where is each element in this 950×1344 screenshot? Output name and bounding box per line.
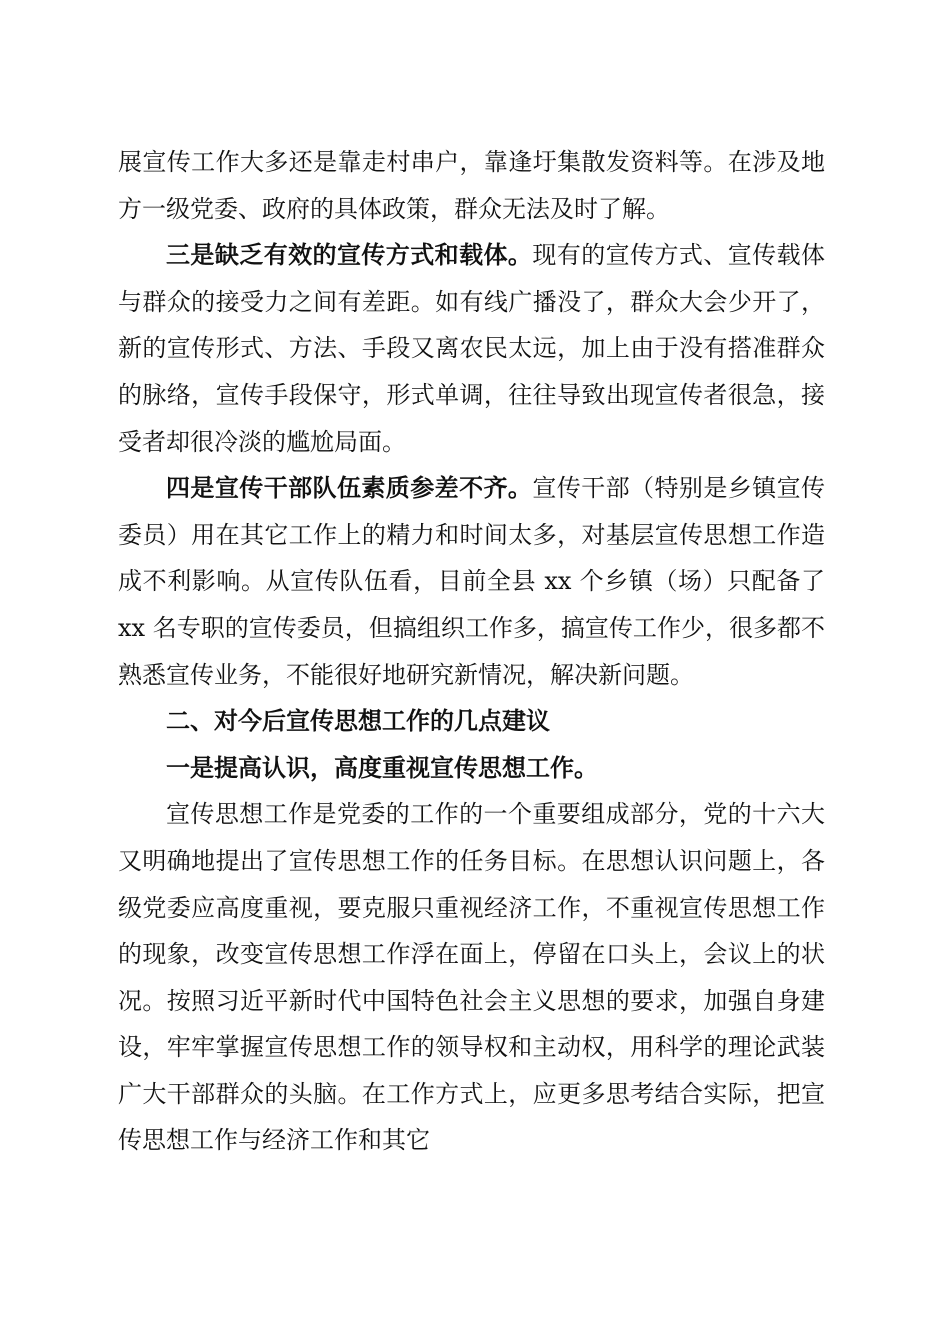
paragraph-text: 展宣传工作大多还是靠走村串户，靠逢圩集散发资料等。在涉及地方一级党委、政府的具体政策，群众无法及时了解。 xyxy=(118,148,825,223)
sub-heading: 一是提高认识，高度重视宣传思想工作。 xyxy=(166,753,598,782)
paragraph-continuation xyxy=(118,139,825,232)
paragraph-third-problem xyxy=(118,232,825,465)
paragraph-text: 宣传干部（特别是乡镇宣传委员）用在其它工作上的精力和时间太多，对基层宣传思想工作造成不利影响。从宣传队伍看，目前全县 xx 个乡镇（场）只配备了 xx 名专职的宣传委员，但搞组织工作多，搞宣传工作少，很多都不熟悉宣传业务，不能很好地研究新情况，解决新问题。 xyxy=(118,474,826,689)
paragraph-text: 宣传思想工作是党委的工作的一个重要组成部分，党的十六大又明确地提出了宣传思想工作的任务目标。在思想认识问题上，各级党委应高度重视，要克服只重视经济工作，不重视宣传思想工作的现象，改变宣传思想工作浮在面上，停留在口头上，会议上的状况。按照习近平新时代中国特色社会主义思想的要求，加强自身建设，牢牢掌握宣传思想工作的领导权和主动权，用科学的理论武装广大干部群众的头脑。在工作方式上，应更多思考结合实际，把宣传思想工作与经济工作和其它 xyxy=(118,800,825,1155)
document-body xyxy=(118,139,825,1164)
paragraph-fourth-problem xyxy=(118,465,825,698)
section-heading: 二、对今后宣传思想工作的几点建议 xyxy=(166,707,550,736)
paragraph-lead: 四是宣传干部队伍素质参差不齐。 xyxy=(166,474,533,503)
paragraph-lead: 三是缺乏有效的宣传方式和载体。 xyxy=(166,241,533,270)
paragraph-body xyxy=(118,791,825,1164)
paragraph-text: 现有的宣传方式、宣传载体与群众的接受力之间有差距。如有线广播没了，群众大会少开了，新的宣传形式、方法、手段又离农民太远，加上由于没有搭准群众的脉络，宣传手段保守，形式单调，往往导致出现宣传者很急，接受者却很冷淡的尴尬局面。 xyxy=(118,241,826,456)
